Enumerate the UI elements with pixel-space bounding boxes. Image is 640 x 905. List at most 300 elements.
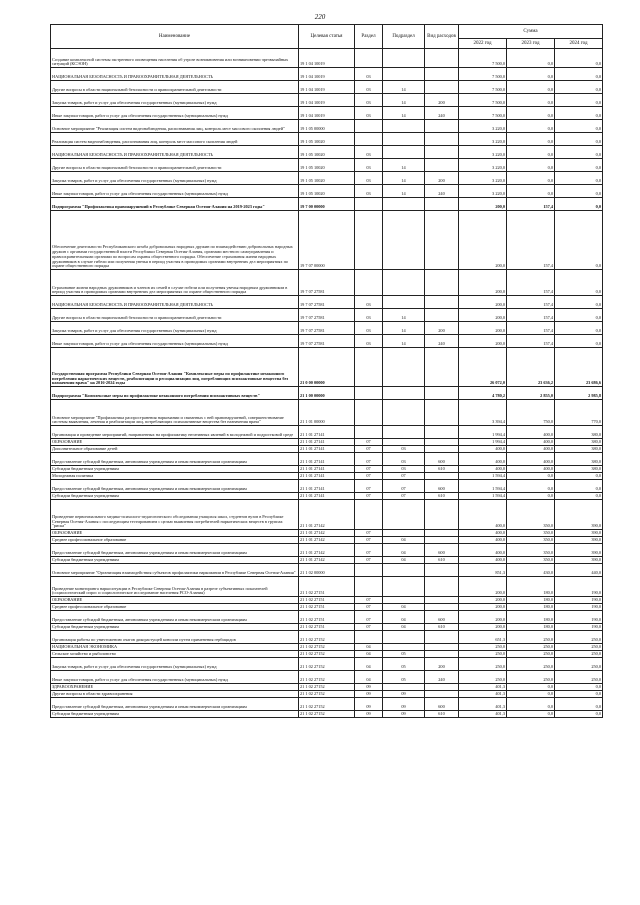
header-section: Раздел xyxy=(355,25,383,49)
row-amount-2023: 0,0 xyxy=(507,68,555,81)
row-amount-2024: 190,0 xyxy=(555,611,603,624)
row-amount-2024: 380,0 xyxy=(555,439,603,446)
row-amount-2024: 250,0 xyxy=(555,651,603,658)
row-name: Иные закупки товаров, работ и услуг для обеспечения государственных (муниципальных) нужд xyxy=(51,335,299,348)
header-amount: Сумма xyxy=(459,25,603,39)
row-expense-type xyxy=(425,684,459,691)
row-amount-2022: 401,3 xyxy=(459,691,507,698)
row-subsection xyxy=(383,49,425,68)
row-code: 21 1 01 27142 xyxy=(299,530,355,537)
row-code: 19 1 04 10019 xyxy=(299,49,355,68)
row-section: 07 xyxy=(355,453,383,466)
row-amount-2022: 1 594,4 xyxy=(459,473,507,480)
row-amount-2023: 157,4 xyxy=(507,211,555,270)
row-amount-2024: 0,0 xyxy=(555,81,603,94)
row-amount-2024: 380,0 xyxy=(555,426,603,439)
row-name: Молодежная политика xyxy=(51,473,299,480)
row-code: 21 1 01 27141 xyxy=(299,480,355,493)
row-subsection: 07 xyxy=(383,473,425,480)
row-amount-2022: 200,0 xyxy=(459,211,507,270)
row-code: 19 1 05 00000 xyxy=(299,120,355,133)
row-name: НАЦИОНАЛЬНАЯ ЭКОНОМИКА xyxy=(51,644,299,651)
row-amount-2024: 770,0 xyxy=(555,400,603,426)
table-row xyxy=(51,684,603,691)
row-amount-2024: 190,0 xyxy=(555,597,603,604)
row-name: Предоставление субсидий бюджетным, автономным учреждениям и иным некоммерческим организациям xyxy=(51,544,299,557)
row-amount-2023: 250,0 xyxy=(507,644,555,651)
row-amount-2022: 7 500,0 xyxy=(459,107,507,120)
row-section: 04 xyxy=(355,658,383,671)
row-amount-2022: 7 500,0 xyxy=(459,94,507,107)
row-code: 21 1 02 27152 xyxy=(299,671,355,684)
page-number: 220 xyxy=(314,13,326,21)
row-amount-2024: 250,0 xyxy=(555,644,603,651)
row-expense-type xyxy=(425,631,459,644)
row-section: 07 xyxy=(355,446,383,453)
row-amount-2024: 0,0 xyxy=(555,120,603,133)
row-expense-type xyxy=(425,81,459,94)
table-row xyxy=(51,611,603,624)
row-section: 09 xyxy=(355,691,383,698)
row-expense-type: 240 xyxy=(425,107,459,120)
row-name: Субсидии бюджетным учреждениям xyxy=(51,711,299,718)
row-expense-type xyxy=(425,387,459,400)
row-amount-2024: 390,0 xyxy=(555,530,603,537)
row-expense-type xyxy=(425,309,459,322)
row-name: Другие вопросы в области национальной безопасности и правоохранительной деятельности xyxy=(51,309,299,322)
row-amount-2024: 190,0 xyxy=(555,577,603,597)
row-name: Другие вопросы в области национальной безопасности и правоохранительной деятельности xyxy=(51,159,299,172)
row-amount-2023: 750,0 xyxy=(507,400,555,426)
row-expense-type xyxy=(425,49,459,68)
row-amount-2022: 7 500,0 xyxy=(459,68,507,81)
row-subsection: 14 xyxy=(383,335,425,348)
row-expense-type xyxy=(425,426,459,439)
row-section: 03 xyxy=(355,185,383,198)
row-name: Основное мероприятие "Организация взаимодействия субъектов профилактики наркомании в Республике Северная Осетия-Алания" xyxy=(51,564,299,577)
row-amount-2023: 0,0 xyxy=(507,711,555,718)
row-name: Дополнительное образование детей xyxy=(51,446,299,453)
row-subsection xyxy=(383,348,425,387)
row-name: ЗДРАВООХРАНЕНИЕ xyxy=(51,684,299,691)
row-subsection xyxy=(383,400,425,426)
row-amount-2022: 1 594,4 xyxy=(459,493,507,500)
row-expense-type xyxy=(425,537,459,544)
row-expense-type xyxy=(425,211,459,270)
row-section: 03 xyxy=(355,146,383,159)
row-amount-2024: 0,0 xyxy=(555,211,603,270)
row-amount-2024: 0,0 xyxy=(555,691,603,698)
row-code: 21 1 02 27152 xyxy=(299,684,355,691)
row-section: 03 xyxy=(355,68,383,81)
row-amount-2022: 200,0 xyxy=(459,270,507,296)
row-amount-2022: 200,0 xyxy=(459,611,507,624)
row-amount-2023: 250,0 xyxy=(507,658,555,671)
row-section: 03 xyxy=(355,335,383,348)
row-expense-type: 610 xyxy=(425,624,459,631)
row-code: 19 1 05 10020 xyxy=(299,185,355,198)
row-amount-2022: 200,0 xyxy=(459,322,507,335)
row-amount-2023: 0,0 xyxy=(507,691,555,698)
row-amount-2024: 0,0 xyxy=(555,270,603,296)
row-section: 07 xyxy=(355,493,383,500)
table-row xyxy=(51,107,603,120)
row-name: Основное мероприятие "Реализация систем видеонаблюдения, распознавания лиц, контроль мест массового скопления людей" xyxy=(51,120,299,133)
row-code: 21 0 00 00000 xyxy=(299,348,355,387)
row-subsection: 07 xyxy=(383,493,425,500)
row-section xyxy=(355,500,383,530)
row-amount-2022: 401,3 xyxy=(459,698,507,711)
row-expense-type: 200 xyxy=(425,658,459,671)
row-name: Другие вопросы в области национальной безопасности и правоохранительной деятельности xyxy=(51,81,299,94)
row-amount-2022: 1 994,4 xyxy=(459,426,507,439)
row-amount-2023: 250,0 xyxy=(507,631,555,644)
row-name: Основное мероприятие "Профилактика распространения наркомании и связанных с ней правонарушений, совершенствование системы выявления, лечения и реабилитации лиц, потребляющих психоактивные вещества без назначения врача" xyxy=(51,400,299,426)
row-expense-type xyxy=(425,296,459,309)
row-amount-2022: 200,0 xyxy=(459,335,507,348)
row-name: Страхование жизни народных дружинников и членов их семей в случае гибели или получения увечья народным дружинником в период участия в проводимых органами внутренних дел мероприятиях по охране общественного порядка xyxy=(51,270,299,296)
row-subsection: 14 xyxy=(383,309,425,322)
row-section: 07 xyxy=(355,480,383,493)
row-amount-2022: 3 394,4 xyxy=(459,400,507,426)
row-subsection: 04 xyxy=(383,537,425,544)
row-subsection xyxy=(383,426,425,439)
row-section: 09 xyxy=(355,684,383,691)
row-expense-type: 610 xyxy=(425,711,459,718)
row-amount-2023: 157,4 xyxy=(507,335,555,348)
row-subsection xyxy=(383,296,425,309)
row-name: Иные закупки товаров, работ и услуг для обеспечения государственных (муниципальных) нужд xyxy=(51,185,299,198)
table-row xyxy=(51,631,603,644)
row-amount-2022: 200,0 xyxy=(459,198,507,211)
row-expense-type: 240 xyxy=(425,185,459,198)
row-expense-type xyxy=(425,400,459,426)
header-year-2022: 2022 год xyxy=(459,39,507,49)
row-amount-2022: 400,0 xyxy=(459,530,507,537)
row-amount-2024: 390,0 xyxy=(555,557,603,564)
row-amount-2023: 350,0 xyxy=(507,537,555,544)
row-section xyxy=(355,348,383,387)
row-section: 04 xyxy=(355,644,383,651)
row-amount-2023: 2 855,0 xyxy=(507,387,555,400)
row-expense-type xyxy=(425,133,459,146)
row-amount-2024: 0,0 xyxy=(555,49,603,68)
row-subsection: 07 xyxy=(383,480,425,493)
row-code: 19 7 07 27581 xyxy=(299,296,355,309)
row-name: Закупка товаров, работ и услуг для обеспечения государственных (муниципальных) нужд xyxy=(51,322,299,335)
row-subsection: 05 xyxy=(383,658,425,671)
table-row xyxy=(51,387,603,400)
row-subsection: 14 xyxy=(383,94,425,107)
row-amount-2023: 0,0 xyxy=(507,81,555,94)
row-code: 21 1 00 00000 xyxy=(299,387,355,400)
row-amount-2023: 0,0 xyxy=(507,473,555,480)
row-expense-type xyxy=(425,691,459,698)
row-code: 21 1 01 27141 xyxy=(299,446,355,453)
row-expense-type: 610 xyxy=(425,466,459,473)
row-expense-type: 200 xyxy=(425,172,459,185)
table-row xyxy=(51,698,603,711)
table-row xyxy=(51,691,603,698)
row-amount-2023: 0,0 xyxy=(507,133,555,146)
row-code: 19 1 04 10019 xyxy=(299,68,355,81)
row-section xyxy=(355,211,383,270)
row-section: 07 xyxy=(355,611,383,624)
row-section xyxy=(355,631,383,644)
row-amount-2023: 350,0 xyxy=(507,500,555,530)
table-row xyxy=(51,557,603,564)
row-amount-2023: 0,0 xyxy=(507,480,555,493)
row-code: 21 1 01 27142 xyxy=(299,500,355,530)
row-expense-type: 610 xyxy=(425,557,459,564)
row-name: Сельское хозяйство и рыболовство xyxy=(51,651,299,658)
table-row xyxy=(51,296,603,309)
row-amount-2023: 250,0 xyxy=(507,651,555,658)
row-amount-2024: 390,0 xyxy=(555,544,603,557)
row-subsection xyxy=(383,270,425,296)
row-amount-2024: 0,0 xyxy=(555,296,603,309)
row-amount-2023: 0,0 xyxy=(507,172,555,185)
row-section: 07 xyxy=(355,530,383,537)
row-amount-2023: 157,4 xyxy=(507,270,555,296)
row-amount-2022: 400,0 xyxy=(459,466,507,473)
row-name: Иные закупки товаров, работ и услуг для обеспечения государственных (муниципальных) нужд xyxy=(51,107,299,120)
row-subsection: 04 xyxy=(383,611,425,624)
row-amount-2024: 0,0 xyxy=(555,146,603,159)
row-code: 21 1 02 27152 xyxy=(299,644,355,651)
row-expense-type: 600 xyxy=(425,698,459,711)
row-amount-2022: 400,0 xyxy=(459,544,507,557)
row-amount-2022: 400,0 xyxy=(459,557,507,564)
row-subsection xyxy=(383,211,425,270)
row-name: Среднее профессиональное образование xyxy=(51,604,299,611)
row-expense-type xyxy=(425,198,459,211)
row-expense-type xyxy=(425,446,459,453)
row-section xyxy=(355,49,383,68)
table-row xyxy=(51,480,603,493)
table-row xyxy=(51,198,603,211)
row-section: 07 xyxy=(355,537,383,544)
row-amount-2023: 400,0 xyxy=(507,466,555,473)
row-amount-2024: 0,0 xyxy=(555,133,603,146)
row-name: Другие вопросы в области здравоохранения xyxy=(51,691,299,698)
header-year-2023: 2023 год xyxy=(507,39,555,49)
row-code: 21 1 01 27142 xyxy=(299,544,355,557)
row-name: ОБРАЗОВАНИЕ xyxy=(51,530,299,537)
table-row xyxy=(51,651,603,658)
row-subsection xyxy=(383,500,425,530)
row-section: 03 xyxy=(355,107,383,120)
row-name: Создание комплексной системы экстренного оповещения населения об угрозе возникновения или возникновении чрезвычайных ситуаций (КСЭОН) xyxy=(51,49,299,68)
row-subsection: 05 xyxy=(383,671,425,684)
row-subsection: 04 xyxy=(383,544,425,557)
row-amount-2023: 0,0 xyxy=(507,185,555,198)
row-code: 21 1 02 27151 xyxy=(299,624,355,631)
row-code: 21 1 02 27151 xyxy=(299,577,355,597)
table-row xyxy=(51,185,603,198)
row-subsection xyxy=(383,564,425,577)
row-amount-2023: 400,0 xyxy=(507,439,555,446)
row-subsection: 03 xyxy=(383,453,425,466)
row-amount-2023: 180,0 xyxy=(507,604,555,611)
row-subsection xyxy=(383,120,425,133)
row-section: 03 xyxy=(355,296,383,309)
table-row xyxy=(51,658,603,671)
row-code: 19 1 05 10020 xyxy=(299,146,355,159)
budget-table xyxy=(50,24,603,718)
row-subsection: 09 xyxy=(383,711,425,718)
table-row xyxy=(51,671,603,684)
row-name: Субсидии бюджетным учреждениям xyxy=(51,557,299,564)
row-subsection: 03 xyxy=(383,466,425,473)
row-expense-type xyxy=(425,146,459,159)
row-code: 19 7 07 27581 xyxy=(299,322,355,335)
row-amount-2022: 3 220,0 xyxy=(459,172,507,185)
row-code: 19 1 05 10020 xyxy=(299,172,355,185)
row-section: 07 xyxy=(355,557,383,564)
row-name: Организация работы по уничтожению очагов дикорастущей конопли путем применения гербицидов xyxy=(51,631,299,644)
table-row xyxy=(51,400,603,426)
row-section xyxy=(355,564,383,577)
row-subsection xyxy=(383,631,425,644)
row-expense-type: 200 xyxy=(425,322,459,335)
row-expense-type xyxy=(425,439,459,446)
row-amount-2022: 200,0 xyxy=(459,309,507,322)
row-amount-2024: 23 686,6 xyxy=(555,348,603,387)
row-amount-2024: 0,0 xyxy=(555,198,603,211)
row-amount-2023: 0,0 xyxy=(507,493,555,500)
row-subsection xyxy=(383,644,425,651)
table-row xyxy=(51,68,603,81)
row-amount-2024: 0,0 xyxy=(555,493,603,500)
row-code: 19 1 04 10019 xyxy=(299,107,355,120)
row-name: НАЦИОНАЛЬНАЯ БЕЗОПАСНОСТЬ И ПРАВООХРАНИТЕЛЬНАЯ ДЕЯТЕЛЬНОСТЬ xyxy=(51,146,299,159)
row-amount-2024: 0,0 xyxy=(555,94,603,107)
row-amount-2022: 1 594,4 xyxy=(459,480,507,493)
row-amount-2022: 200,0 xyxy=(459,577,507,597)
row-amount-2023: 180,0 xyxy=(507,611,555,624)
row-subsection xyxy=(383,684,425,691)
row-expense-type: 600 xyxy=(425,544,459,557)
row-expense-type: 200 xyxy=(425,94,459,107)
row-code: 19 7 07 27581 xyxy=(299,335,355,348)
row-section: 09 xyxy=(355,711,383,718)
row-amount-2023: 0,0 xyxy=(507,107,555,120)
row-amount-2022: 851,3 xyxy=(459,564,507,577)
row-subsection xyxy=(383,133,425,146)
table-row xyxy=(51,439,603,446)
row-section xyxy=(355,270,383,296)
row-code: 21 1 02 27152 xyxy=(299,698,355,711)
row-amount-2023: 180,0 xyxy=(507,624,555,631)
row-amount-2022: 400,0 xyxy=(459,446,507,453)
row-subsection xyxy=(383,439,425,446)
row-amount-2022: 200,0 xyxy=(459,296,507,309)
row-amount-2022: 250,0 xyxy=(459,671,507,684)
row-section: 07 xyxy=(355,439,383,446)
row-subsection: 05 xyxy=(383,651,425,658)
row-amount-2022: 3 220,0 xyxy=(459,133,507,146)
row-name: Подпрограмма "Профилактика правонарушений в Республике Северная Осетия-Алания на 2019-2023 годы" xyxy=(51,198,299,211)
row-amount-2024: 0,0 xyxy=(555,68,603,81)
row-subsection: 09 xyxy=(383,691,425,698)
row-amount-2022: 3 220,0 xyxy=(459,185,507,198)
row-subsection: 14 xyxy=(383,185,425,198)
row-code: 19 7 00 00000 xyxy=(299,198,355,211)
row-amount-2024: 0,0 xyxy=(555,159,603,172)
row-amount-2022: 400,0 xyxy=(459,453,507,466)
row-expense-type: 600 xyxy=(425,611,459,624)
table-row xyxy=(51,604,603,611)
row-amount-2023: 0,0 xyxy=(507,94,555,107)
row-section xyxy=(355,133,383,146)
row-amount-2023: 157,4 xyxy=(507,296,555,309)
table-row xyxy=(51,537,603,544)
row-amount-2022: 200,0 xyxy=(459,604,507,611)
row-amount-2023: 0,0 xyxy=(507,146,555,159)
row-code: 21 1 01 27141 xyxy=(299,426,355,439)
row-section: 04 xyxy=(355,671,383,684)
row-name: Организация и проведение мероприятий, направленных на профилактику негативных явлений в молодежной и подростковой среде xyxy=(51,426,299,439)
table-row xyxy=(51,466,603,473)
row-amount-2023: 400,0 xyxy=(507,453,555,466)
row-name: Закупка товаров, работ и услуг для обеспечения государственных (муниципальных) нужд xyxy=(51,658,299,671)
row-expense-type xyxy=(425,159,459,172)
row-amount-2024: 0,0 xyxy=(555,172,603,185)
row-code: 19 7 07 27581 xyxy=(299,309,355,322)
row-expense-type: 240 xyxy=(425,671,459,684)
table-row xyxy=(51,530,603,537)
row-name: Предоставление субсидий бюджетным, автономным учреждениям и иным некоммерческим организациям xyxy=(51,453,299,466)
row-amount-2024: 0,0 xyxy=(555,473,603,480)
row-name: Предоставление субсидий бюджетным, автономным учреждениям и иным некоммерческим организациям xyxy=(51,611,299,624)
row-code: 21 1 02 27151 xyxy=(299,611,355,624)
row-amount-2024: 440,0 xyxy=(555,564,603,577)
table-row xyxy=(51,335,603,348)
row-amount-2023: 350,0 xyxy=(507,530,555,537)
row-expense-type xyxy=(425,564,459,577)
header-name: Наименование xyxy=(51,25,299,49)
row-amount-2024: 250,0 xyxy=(555,631,603,644)
row-section xyxy=(355,120,383,133)
row-section xyxy=(355,387,383,400)
table-row xyxy=(51,211,603,270)
table-row xyxy=(51,120,603,133)
row-amount-2023: 400,0 xyxy=(507,446,555,453)
table-row xyxy=(51,493,603,500)
row-name: ОБРАЗОВАНИЕ xyxy=(51,597,299,604)
row-subsection: 14 xyxy=(383,159,425,172)
row-amount-2023: 180,0 xyxy=(507,597,555,604)
row-expense-type xyxy=(425,604,459,611)
row-amount-2024: 0,0 xyxy=(555,185,603,198)
row-amount-2024: 0,0 xyxy=(555,698,603,711)
row-subsection xyxy=(383,146,425,159)
row-expense-type: 600 xyxy=(425,480,459,493)
row-amount-2024: 250,0 xyxy=(555,671,603,684)
table-row xyxy=(51,426,603,439)
row-section: 03 xyxy=(355,94,383,107)
row-subsection: 14 xyxy=(383,322,425,335)
row-name: Подпрограмма "Комплексные меры по профилактике незаконного потребления психоактивных веществ" xyxy=(51,387,299,400)
row-amount-2022: 651,3 xyxy=(459,631,507,644)
row-amount-2024: 0,0 xyxy=(555,711,603,718)
row-expense-type xyxy=(425,500,459,530)
table-body xyxy=(51,49,603,718)
row-subsection xyxy=(383,597,425,604)
row-code: 21 1 02 27152 xyxy=(299,711,355,718)
row-section xyxy=(355,426,383,439)
